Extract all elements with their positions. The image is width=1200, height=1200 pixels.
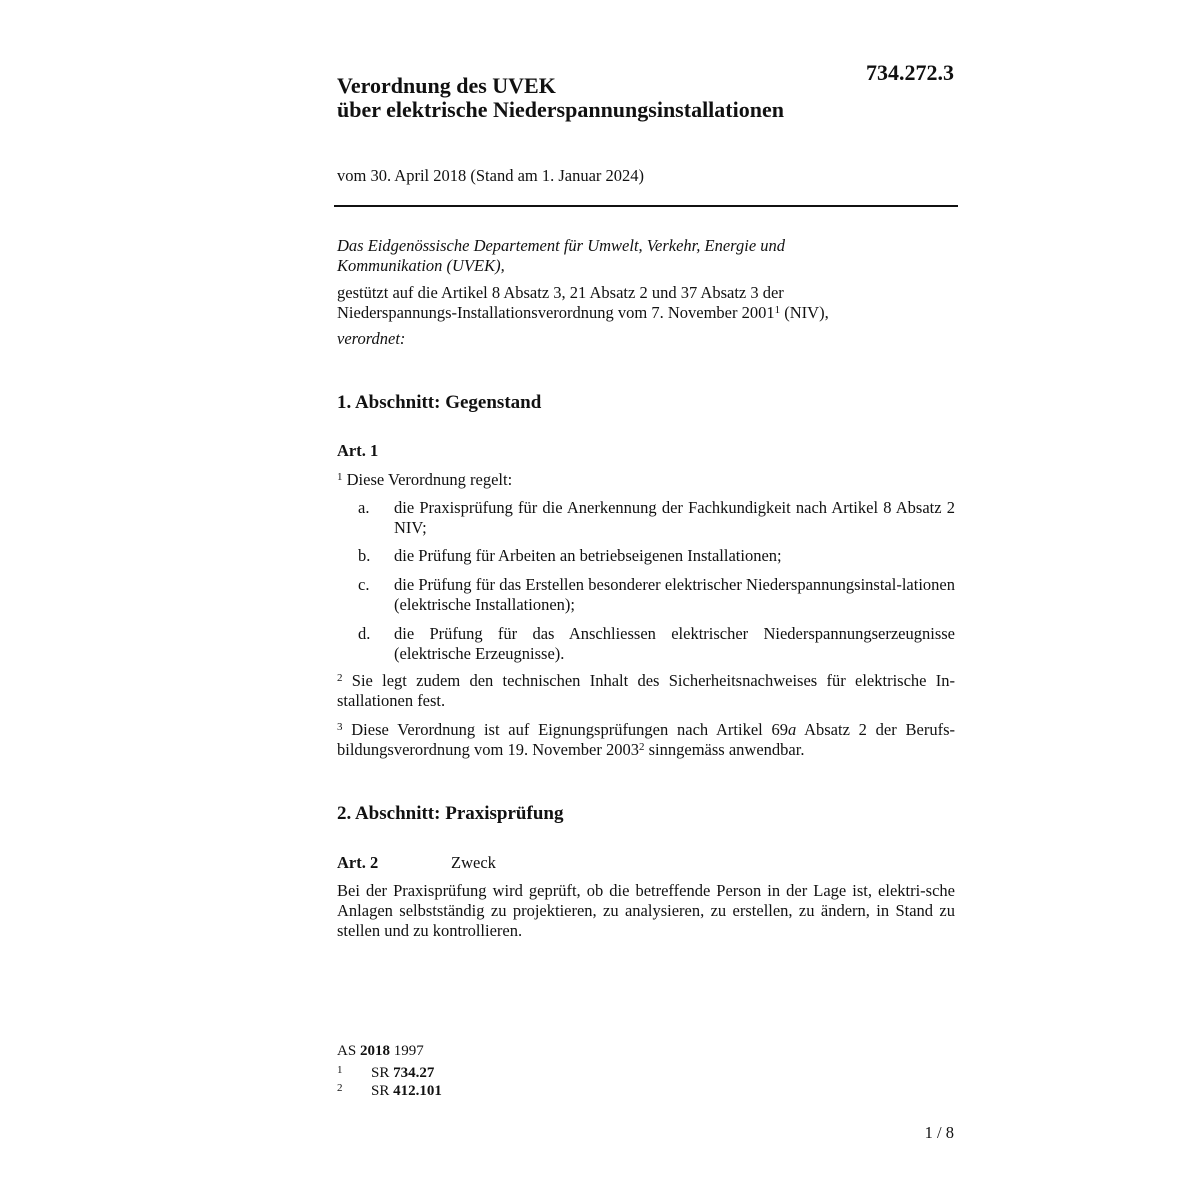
document-title bbox=[337, 74, 784, 122]
list-item-text: die Prüfung für das Anschliessen elektrischer Niederspannungserzeugnisse (elektrische Erzeugnisse). bbox=[394, 624, 955, 663]
footnote-1 bbox=[337, 1062, 434, 1082]
list-item-text: die Prüfung für das Erstellen besonderer elektrischer Niederspannungsinstal-lationen (elektrische Installationen); bbox=[394, 575, 955, 614]
preamble-authority bbox=[337, 236, 957, 276]
preamble-decree: verordnet: bbox=[337, 329, 406, 348]
title-line-1: Verordnung des UVEK bbox=[337, 73, 556, 98]
paragraph-number: 1 bbox=[337, 471, 343, 483]
title-line-2: über elektrische Niederspannungsinstallationen bbox=[337, 97, 784, 122]
authority-line-2: Kommunikation (UVEK), bbox=[337, 256, 505, 275]
as-prefix: AS bbox=[337, 1043, 360, 1059]
list-item-letter: c. bbox=[358, 575, 370, 594]
document-date: vom 30. April 2018 (Stand am 1. Januar 2024) bbox=[337, 166, 645, 185]
section-2-heading: 2. Abschnitt: Praxisprüfung bbox=[337, 803, 564, 824]
footnote-ref[interactable]: 734.27 bbox=[393, 1065, 435, 1081]
article-2-subject: Zweck bbox=[451, 853, 496, 872]
article-1-paragraph-1 bbox=[337, 470, 955, 490]
paragraph-number: 3 bbox=[337, 721, 343, 733]
footnote-number: 2 bbox=[337, 1082, 343, 1094]
footnote-number: 1 bbox=[337, 1064, 343, 1076]
article-1-paragraph-3 bbox=[337, 720, 955, 760]
basis-line-2-text: Niederspannungs-Installationsverordnung vom 7. November 2001 bbox=[337, 303, 775, 322]
basis-line-1: gestützt auf die Artikel 8 Absatz 3, 21 Absatz 2 und 37 Absatz 3 der bbox=[337, 283, 784, 302]
list-item-letter: a. bbox=[358, 498, 370, 517]
title-divider bbox=[334, 205, 958, 207]
paragraph-italic-letter: a bbox=[788, 720, 797, 739]
page-number: 1 / 8 bbox=[924, 1123, 954, 1142]
paragraph-text-end: sinngemäss anwendbar. bbox=[644, 740, 805, 759]
list-item-text: die Praxisprüfung für die Anerkennung der Fachkundigkeit nach Artikel 8 Absatz 2 NIV; bbox=[394, 498, 955, 537]
sr-number: 734.272.3 bbox=[866, 60, 954, 85]
footnote-ref[interactable]: 412.101 bbox=[393, 1083, 442, 1099]
article-2-text: Bei der Praxisprüfung wird geprüft, ob die betreffende Person in der Lage ist, elektri-sche Anlagen selbstständig zu projektieren, zu analysieren, zu erstellen, zu ändern, in Stand zu stellen und zu kontrollieren. bbox=[337, 881, 955, 940]
paragraph-text: Diese Verordnung regelt: bbox=[342, 470, 513, 489]
footer-as-reference bbox=[337, 1043, 424, 1060]
list-item-letter: d. bbox=[358, 624, 371, 643]
paragraph-text-cont: Absatz 2 der Berufs-bildungsverordnung vom 19. November 2003 bbox=[337, 720, 955, 759]
basis-line-2 bbox=[337, 303, 957, 323]
preamble-basis bbox=[337, 283, 957, 323]
paragraph-text: Sie legt zudem den technischen Inhalt des Sicherheitsnachweises für elektrische In-stallationen fest. bbox=[337, 671, 955, 710]
footnote-ref-1[interactable]: 1 bbox=[774, 304, 781, 316]
paragraph-text: Diese Verordnung ist auf Eignungsprüfungen nach Artikel 69 bbox=[342, 720, 788, 739]
authority-line-1: Das Eidgenössische Departement für Umwelt, Verkehr, Energie und bbox=[337, 236, 786, 255]
article-1-paragraph-2 bbox=[337, 671, 955, 711]
footnote-prefix: SR bbox=[371, 1065, 394, 1081]
paragraph-number: 2 bbox=[337, 672, 343, 684]
article-2-label: Art. 2 bbox=[337, 853, 379, 872]
footnote-2 bbox=[337, 1080, 442, 1100]
article-1-label: Art. 1 bbox=[337, 441, 379, 460]
footnote-prefix: SR bbox=[371, 1083, 394, 1099]
section-1-heading: 1. Abschnitt: Gegenstand bbox=[337, 392, 542, 413]
list-item-text: die Prüfung für Arbeiten an betriebseigenen Installationen; bbox=[394, 546, 782, 565]
as-year: 2018 bbox=[359, 1043, 390, 1059]
basis-line-2-end: (NIV), bbox=[780, 303, 829, 322]
as-page: 1997 bbox=[389, 1043, 424, 1059]
footnote-ref-2[interactable]: 2 bbox=[639, 741, 645, 753]
list-item-letter: b. bbox=[358, 546, 371, 565]
